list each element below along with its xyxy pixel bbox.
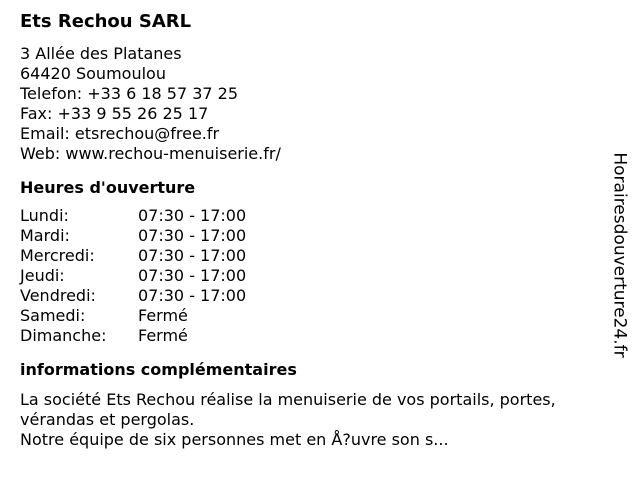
phone-number: Telefon: +33 6 18 57 37 25: [20, 84, 239, 103]
fax-number: Fax: +33 9 55 26 25 17: [20, 104, 209, 123]
company-name: Ets Rechou SARL: [20, 11, 192, 32]
day-label: Mardi:: [20, 226, 70, 245]
hours-row-dimanche: [20, 326, 620, 346]
day-label: Mercredi:: [20, 246, 95, 265]
info-text-line1: La société Ets Rechou réalise la menuiserie de vos portails, portes, vérandas et pergolas.: [20, 390, 556, 429]
hours-row-vendredi: [20, 286, 620, 306]
street-address: 3 Allée des Platanes: [20, 44, 182, 63]
time-value: 07:30 - 17:00: [138, 226, 247, 245]
website: Web: www.rechou-menuiserie.fr/: [20, 144, 281, 163]
day-label: Lundi:: [20, 206, 69, 225]
time-value: 07:30 - 17:00: [138, 266, 247, 285]
time-value: 07:30 - 17:00: [138, 286, 247, 305]
hours-row-mercredi: [20, 246, 620, 266]
brand-text: Horairesdouverture24.fr: [610, 152, 630, 358]
day-label: Dimanche:: [20, 326, 107, 345]
time-value: 07:30 - 17:00: [138, 246, 247, 265]
time-value: Fermé: [138, 306, 188, 325]
time-value: Fermé: [138, 326, 188, 345]
hours-heading: Heures d'ouverture: [20, 178, 196, 197]
hours-row-lundi: [20, 206, 620, 226]
info-heading: informations complémentaires: [20, 360, 297, 379]
hours-table: [20, 206, 620, 346]
info-text-line2: Notre équipe de six personnes met en Å?uvre son s...: [20, 430, 449, 449]
brand-watermark: [608, 135, 632, 375]
business-card: [20, 10, 620, 450]
day-label: Vendredi:: [20, 286, 96, 305]
day-label: Jeudi:: [20, 266, 65, 285]
email-address: Email: etsrechou@free.fr: [20, 124, 220, 143]
time-value: 07:30 - 17:00: [138, 206, 247, 225]
city-address: 64420 Soumoulou: [20, 64, 166, 83]
hours-row-samedi: [20, 306, 620, 326]
hours-row-mardi: [20, 226, 620, 246]
hours-row-jeudi: [20, 266, 620, 286]
day-label: Samedi:: [20, 306, 86, 325]
